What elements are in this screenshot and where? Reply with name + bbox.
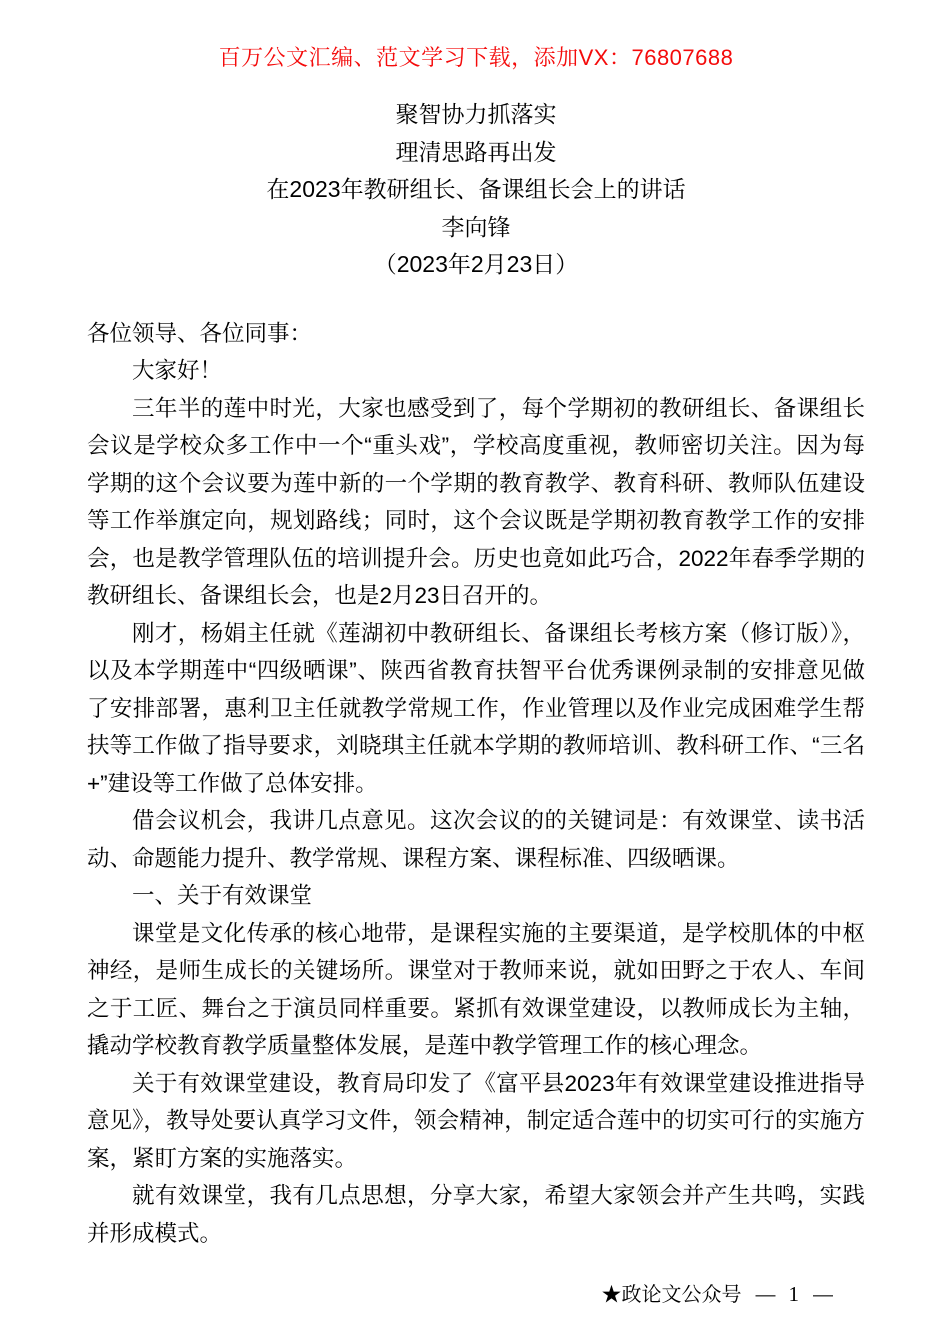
title-block bbox=[87, 96, 865, 284]
paragraph: 大家好！ bbox=[132, 358, 223, 383]
section-heading: 一、关于有效课堂 bbox=[132, 883, 313, 908]
footer-dash-right: — bbox=[813, 1284, 832, 1306]
footer-source-label: ★政论文公众号 bbox=[601, 1284, 742, 1306]
paragraph: 刚才，杨娟主任就《莲湖初中教研组长、备课组长考核方案（修订版）》，以及本学期莲中“四级晒课”、陕西省教育扶智平台优秀课例录制的安排意见做了安排部署，惠利卫主任就教学常规工作，作业管理以及作业完成困难学生帮扶等工作做了指导要求，刘晓琪主任就本学期的教师培训、教科研工作、“三名+”建设等工作做了总体安排。 bbox=[87, 620, 865, 796]
footer-dash-left: — bbox=[755, 1284, 775, 1306]
salutation: 各位领导、各位同事： bbox=[87, 320, 313, 346]
paragraph: 关于有效课堂建设，教育局印发了《富平县2023年有效课堂建设推进指导意见》，教导处要认真学习文件，领会精神，制定适合莲中的切实可行的实施方案，紧盯方案的实施落实。 bbox=[87, 1070, 865, 1171]
document-title-line-2: 理清思路再出发 bbox=[395, 138, 557, 165]
paragraph: 就有效课堂，我有几点思想，分享大家，希望大家领会并产生共鸣，实践并形成模式。 bbox=[87, 1183, 865, 1246]
document-subtitle: 在2023年教研组长、备课组长会上的讲话 bbox=[266, 176, 686, 202]
page-footer bbox=[602, 1278, 833, 1307]
paragraph: 借会议机会，我讲几点意见。这次会议的的关键词是：有效课堂、读书活动、命题能力提升、教学常规、课程方案、课程标准、四级晒课。 bbox=[87, 808, 865, 871]
page-number: 1 bbox=[788, 1282, 799, 1306]
document-title-line-1: 聚智协力抓落实 bbox=[395, 101, 557, 127]
author-line: 李向锋 bbox=[441, 213, 511, 240]
document-body bbox=[87, 315, 865, 1253]
promo-notice: 百万公文汇编、范文学习下载，添加VX：76807688 bbox=[218, 45, 734, 70]
paragraph: 课堂是文化传承的核心地带，是课程实施的主要渠道，是学校肌体的中枢神经，是师生成长的关键场所。课堂对于教师来说，就如田野之于农人、车间之于工匠、舞台之于演员同样重要。紧抓有效课堂建设，以教师成长为主轴，撬动学校教育教学质量整体发展，是莲中教学管理工作的核心理念。 bbox=[87, 920, 865, 1058]
date-line: （2023年2月23日） bbox=[373, 251, 579, 277]
paragraph: 三年半的莲中时光，大家也感受到了，每个学期初的教研组长、备课组长会议是学校众多工作中一个“重头戏”，学校高度重视，教师密切关注。因为每学期的这个会议要为莲中新的一个学期的教育教学、教育科研、教师队伍建设等工作举旗定向，规划路线；同时，这个会议既是学期初教育教学工作的安排会，也是教学管理队伍的培训提升会。历史也竟如此巧合，2022年春季学期的教研组长、备课组长会，也是2月23日召开的。 bbox=[87, 395, 865, 608]
